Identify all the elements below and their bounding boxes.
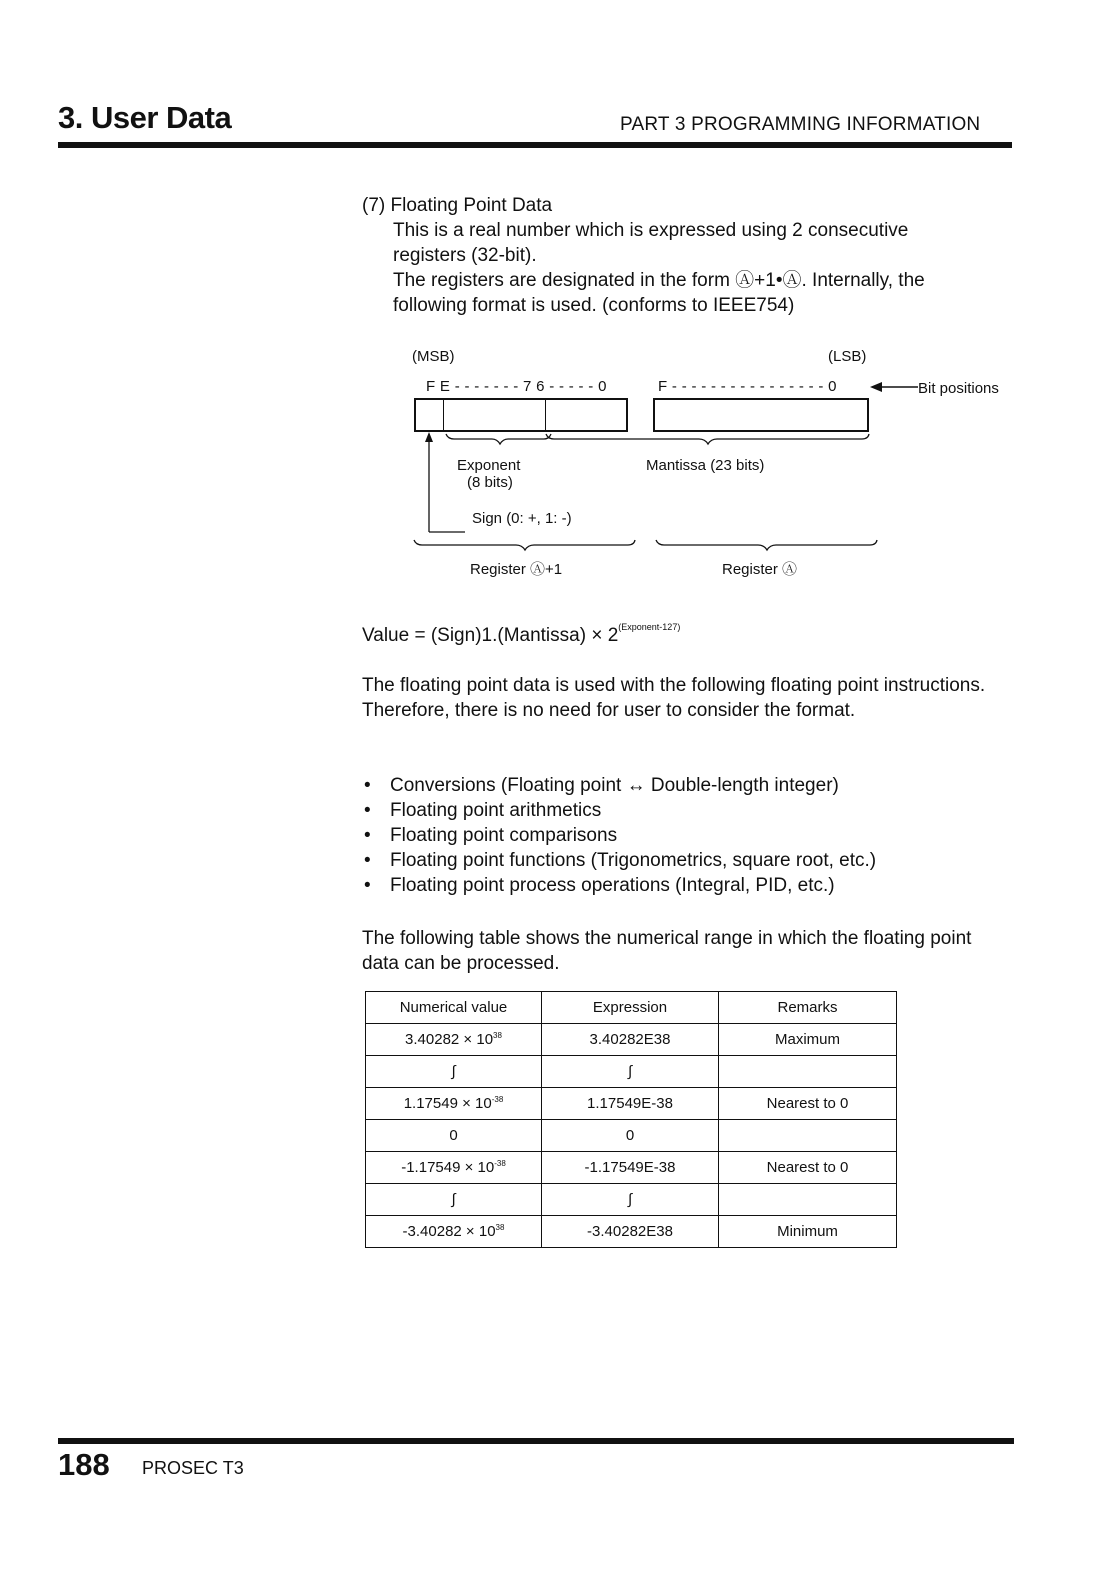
section-line: This is a real number which is expressed using 2 consecutive [393, 220, 909, 241]
table-row [366, 1120, 897, 1152]
bit-positions-upper: F E - - - - - - - 7 6 - - - - - 0 [426, 378, 607, 395]
formula-exponent: (Exponent-127) [618, 622, 681, 632]
remarks-cell [719, 1056, 897, 1088]
numerical-range-table [365, 991, 897, 1248]
section-floating-point [362, 193, 1002, 318]
numerical-value-cell: $-3.40282 \times 10^{38}$ [366, 1216, 542, 1248]
exponent-bits-label: (8 bits) [467, 474, 513, 491]
expression-cell: -3.40282E38 [542, 1216, 719, 1248]
expression-cell: -1.17549E-38 [542, 1152, 719, 1184]
formula-base: Value = (Sign)1.(Mantissa) × 2 [362, 625, 619, 646]
table-row [366, 1184, 897, 1216]
sign-label: Sign (0: +, 1: -) [472, 510, 572, 527]
table-row [366, 1024, 897, 1056]
expression-cell: 1.17549E-38 [542, 1088, 719, 1120]
page-number: 188 [58, 1447, 110, 1482]
mantissa-label: Mantissa (23 bits) [646, 457, 765, 474]
expression-cell: ∫ [542, 1184, 719, 1216]
expression-cell: ∫ [542, 1056, 719, 1088]
section-heading: (7) Floating Point Data [362, 195, 553, 216]
part-title: PART 3 PROGRAMMING INFORMATION [620, 114, 981, 135]
numerical-value-cell: $1.17549 \times 10^{-38}$ [366, 1088, 542, 1120]
column-header: Remarks [719, 992, 897, 1024]
list-item: • Conversions (Floating point ↔ Double-length integer) [364, 775, 839, 796]
sign-bit-divider [443, 398, 444, 432]
instruction-list [362, 773, 1002, 898]
instructions-paragraph: The floating point data is used with the following floating point instructions. Therefore, there is no need for user to consider the format. [362, 675, 986, 721]
expression-cell: 0 [542, 1120, 719, 1152]
manual-name: PROSEC T3 [142, 1458, 244, 1478]
numerical-value-cell: $3.40282 \times 10^{38}$ [366, 1024, 542, 1056]
register-upper-box [414, 398, 628, 432]
table-header-row [366, 992, 897, 1024]
list-item: • Floating point functions (Trigonometrics, square root, etc.) [364, 850, 877, 871]
table-row [366, 1152, 897, 1184]
bullet-icon: • [364, 850, 371, 871]
value-formula [362, 622, 680, 647]
column-header: Expression [542, 992, 719, 1024]
remarks-cell: Minimum [719, 1216, 897, 1248]
bullet-icon: • [364, 800, 371, 821]
list-item: • Floating point comparisons [364, 825, 618, 846]
list-item: • Floating point process operations (Integral, PID, etc.) [364, 875, 835, 896]
expression-cell: 3.40282E38 [542, 1024, 719, 1056]
bit-positions-label: Bit positions [918, 380, 999, 397]
msb-label: (MSB) [412, 348, 455, 365]
lsb-label: (LSB) [828, 348, 867, 365]
chapter-title: 3. User Data [58, 100, 232, 135]
remarks-cell: Nearest to 0 [719, 1152, 897, 1184]
numerical-value-cell: 0 [366, 1120, 542, 1152]
table-intro-paragraph: The following table shows the numerical range in which the floating point data can be processed. [362, 928, 972, 974]
bullet-icon: • [364, 875, 371, 896]
exponent-label: Exponent [457, 457, 521, 474]
section-line: The registers are designated in the form Ⓐ+1•Ⓐ. Internally, the [393, 270, 925, 291]
bullet-icon: • [364, 825, 371, 846]
section-line: registers (32-bit). [393, 245, 537, 266]
list-item: • Floating point arithmetics [364, 800, 602, 821]
numerical-value-cell: $-1.17549 \times 10^{-38}$ [366, 1152, 542, 1184]
register-lower-box [653, 398, 869, 432]
remarks-cell: Nearest to 0 [719, 1088, 897, 1120]
header-rule [58, 142, 1012, 148]
remarks-cell [719, 1120, 897, 1152]
table-row [366, 1216, 897, 1248]
register-lower-label: Register Ⓐ [722, 561, 798, 578]
arrow-left-icon [870, 380, 920, 394]
register-upper-label: Register Ⓐ+1 [470, 561, 563, 578]
numerical-value-cell: ∫ [366, 1056, 542, 1088]
numerical-value-cell: ∫ [366, 1184, 542, 1216]
section-line: following format is used. (conforms to IEEE754) [393, 295, 795, 316]
footer-rule [58, 1438, 1014, 1444]
remarks-cell [719, 1184, 897, 1216]
table-row [366, 1088, 897, 1120]
column-header: Numerical value [366, 992, 542, 1024]
ieee754-format-diagram [400, 340, 1040, 590]
table-row [366, 1056, 897, 1088]
bullet-icon: • [364, 775, 371, 796]
remarks-cell: Maximum [719, 1024, 897, 1056]
bit-positions-lower: F - - - - - - - - - - - - - - - - 0 [658, 378, 837, 395]
byte-divider [545, 398, 546, 432]
